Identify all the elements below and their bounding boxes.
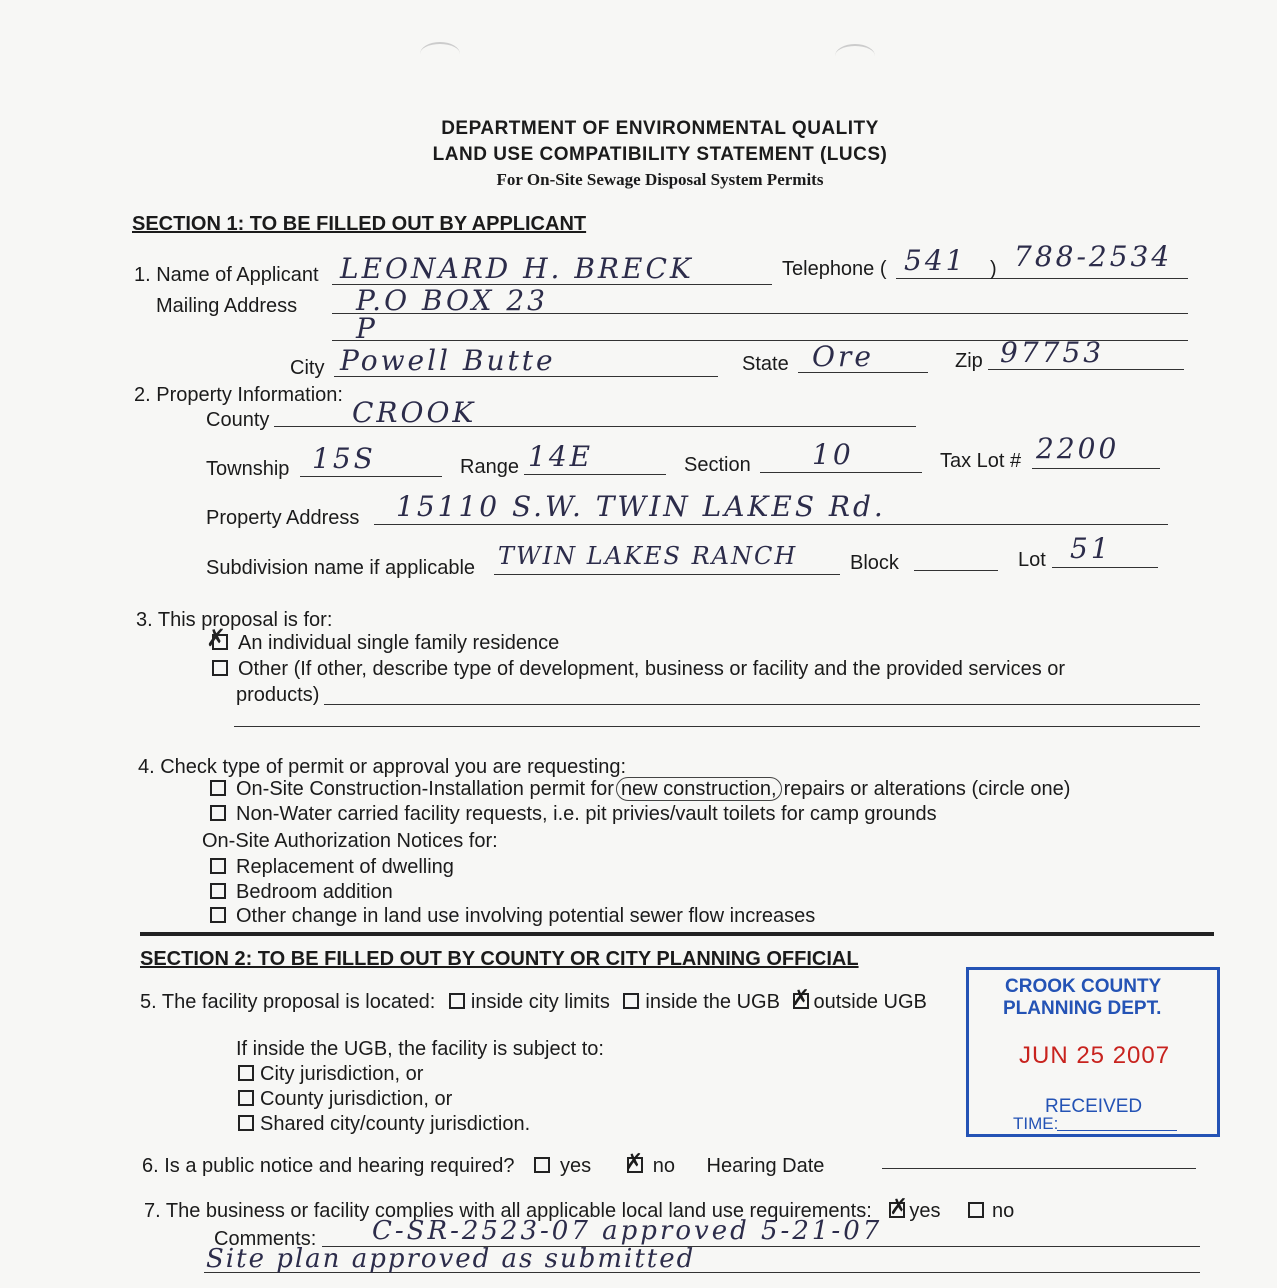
county-jurisdiction-checkbox[interactable] bbox=[238, 1090, 254, 1106]
telephone-close-paren: ) bbox=[990, 258, 997, 280]
inside-ugb-label: inside the UGB bbox=[645, 991, 780, 1013]
checkmark-icon: ✗ bbox=[624, 1149, 644, 1174]
city-jurisdiction-checkbox[interactable] bbox=[238, 1065, 254, 1081]
outside-ugb-label: outside UGB bbox=[813, 991, 927, 1013]
block-label: Block bbox=[850, 552, 899, 574]
range-line bbox=[524, 474, 666, 475]
mailing-address-field-2[interactable]: P bbox=[356, 312, 378, 345]
area-code-field[interactable]: 541 bbox=[904, 244, 967, 277]
zip-field[interactable]: 97753 bbox=[1000, 336, 1105, 369]
comments-field-1[interactable]: C-SR-2523-07 approved 5-21-07 bbox=[372, 1216, 883, 1246]
other-description-line2[interactable] bbox=[234, 726, 1200, 727]
new-construction-circled: new construction, bbox=[616, 777, 782, 801]
state-label: State bbox=[742, 353, 789, 375]
property-address-field[interactable]: 15110 S.W. TWIN LAKES Rd. bbox=[396, 490, 886, 523]
county-label: County bbox=[206, 409, 270, 431]
punch-hole-right bbox=[835, 44, 875, 68]
section-field[interactable]: 10 bbox=[812, 438, 854, 471]
bedroom-checkbox[interactable] bbox=[210, 883, 226, 899]
compliance-label: 7. The business or facility complies with all applicable local land use requirements: bbox=[144, 1200, 872, 1222]
other-change-label: Other change in land use involving potential sewer flow increases bbox=[236, 905, 816, 927]
punch-hole-left bbox=[420, 42, 460, 66]
hearing-date-line[interactable] bbox=[882, 1168, 1196, 1169]
township-field[interactable]: 15S bbox=[312, 442, 376, 475]
property-info-label: 2. Property Information: bbox=[134, 384, 343, 406]
lot-line bbox=[1052, 567, 1158, 568]
subdivision-field[interactable]: TWIN LAKES RANCH bbox=[498, 542, 798, 570]
outside-ugb-checkbox[interactable] bbox=[791, 985, 810, 1010]
lot-label: Lot bbox=[1018, 549, 1046, 571]
stamp-line2: PLANNING DEPT. bbox=[1003, 998, 1162, 1019]
subdivision-line bbox=[494, 574, 840, 575]
facility-location-row bbox=[140, 985, 927, 1014]
bedroom-label: Bedroom addition bbox=[236, 881, 393, 903]
tax-lot-field[interactable]: 2200 bbox=[1036, 432, 1120, 465]
property-address-line bbox=[374, 524, 1168, 525]
county-jurisdiction-label: County jurisdiction, or bbox=[260, 1088, 453, 1110]
form-header bbox=[380, 118, 940, 190]
notice-yes-checkbox[interactable] bbox=[534, 1157, 550, 1173]
nonwater-checkbox[interactable] bbox=[210, 805, 226, 821]
applicant-name-label: 1. Name of Applicant bbox=[134, 264, 319, 286]
construction-checkbox[interactable] bbox=[210, 780, 226, 796]
permit-option-construction[interactable] bbox=[210, 778, 1070, 801]
city-field[interactable]: Powell Butte bbox=[340, 344, 556, 377]
section1-title: SECTION 1: TO BE FILLED OUT BY APPLICANT bbox=[132, 213, 587, 235]
telephone-label: Telephone ( bbox=[782, 258, 887, 280]
notice-yes-label: yes bbox=[560, 1155, 592, 1177]
other-checkbox[interactable] bbox=[212, 660, 228, 676]
applicant-name-field[interactable]: LEONARD H. BRECK bbox=[340, 252, 694, 285]
range-field[interactable]: 14E bbox=[528, 440, 594, 473]
lot-field[interactable]: 51 bbox=[1070, 532, 1112, 565]
residence-option-label: An individual single family residence bbox=[238, 632, 560, 654]
township-line bbox=[300, 476, 442, 477]
city-jurisdiction-label: City jurisdiction, or bbox=[260, 1063, 424, 1085]
mailing-address-label: Mailing Address bbox=[156, 295, 298, 317]
checkmark-icon: ✗ bbox=[889, 1194, 908, 1219]
replacement-label: Replacement of dwelling bbox=[236, 856, 454, 878]
header-line1: DEPARTMENT OF ENVIRONMENTAL QUALITY bbox=[441, 118, 879, 139]
header-line2: LAND USE COMPATIBILITY STATEMENT (LUCS) bbox=[432, 144, 888, 165]
other-change-checkbox[interactable] bbox=[210, 907, 226, 923]
nonwater-label: Non-Water carried facility requests, i.e. pit privies/vault toilets for camp grounds bbox=[236, 803, 937, 825]
inside-city-checkbox[interactable] bbox=[449, 993, 465, 1009]
residence-checkbox[interactable] bbox=[206, 625, 228, 652]
ugb-subject-label: If inside the UGB, the facility is subject to: bbox=[236, 1038, 604, 1060]
phone-number-field[interactable]: 788-2534 bbox=[1014, 240, 1173, 273]
stamp-time-line bbox=[1057, 1130, 1177, 1131]
header-line3: For On-Site Sewage Disposal System Permits bbox=[496, 170, 824, 189]
permit-option-nonwater[interactable] bbox=[210, 803, 937, 826]
stamp-received: RECEIVED bbox=[1045, 1096, 1143, 1117]
received-stamp bbox=[966, 967, 1220, 1137]
comments-field-2[interactable]: Site plan approved as submitted bbox=[206, 1244, 696, 1274]
section-divider bbox=[140, 932, 1214, 936]
hearing-date-label: Hearing Date bbox=[706, 1155, 825, 1177]
state-field[interactable]: Ore bbox=[812, 340, 874, 373]
facility-location-label: 5. The facility proposal is located: bbox=[140, 991, 436, 1013]
replacement-checkbox[interactable] bbox=[210, 858, 226, 874]
zip-line bbox=[988, 369, 1184, 370]
shared-jurisdiction-label: Shared city/county jurisdiction. bbox=[260, 1113, 531, 1135]
comments-label: Comments: bbox=[214, 1228, 317, 1250]
compliance-yes-label: yes bbox=[909, 1200, 941, 1222]
section-label: Section bbox=[684, 454, 751, 476]
subdivision-label: Subdivision name if applicable bbox=[206, 557, 476, 579]
compliance-no-checkbox[interactable] bbox=[968, 1202, 984, 1218]
property-address-label: Property Address bbox=[206, 507, 360, 529]
stamp-time-label: TIME: bbox=[1013, 1114, 1059, 1133]
telephone-line bbox=[896, 278, 1188, 279]
tax-lot-line bbox=[1032, 468, 1160, 469]
other-description-line[interactable] bbox=[324, 704, 1200, 705]
checkmark-icon: ✗ bbox=[206, 625, 227, 652]
ugb-option-shared[interactable] bbox=[238, 1113, 530, 1136]
ugb-option-city[interactable] bbox=[238, 1063, 423, 1086]
proposal-label: 3. This proposal is for: bbox=[136, 609, 333, 631]
public-notice-row bbox=[142, 1149, 825, 1178]
inside-city-label: inside city limits bbox=[470, 991, 610, 1013]
permit-option-replacement[interactable] bbox=[210, 856, 454, 879]
permit-type-label: 4. Check type of permit or approval you are requesting: bbox=[138, 756, 627, 778]
ugb-option-county[interactable] bbox=[238, 1088, 452, 1111]
section2-title: SECTION 2: TO BE FILLED OUT BY COUNTY OR CITY PLANNING OFFICIAL bbox=[140, 948, 859, 970]
compliance-no-label: no bbox=[992, 1200, 1015, 1222]
inside-ugb-checkbox[interactable] bbox=[623, 993, 639, 1009]
permit-option-bedroom[interactable] bbox=[210, 881, 393, 904]
township-label: Township bbox=[206, 458, 290, 480]
notice-no-label: no bbox=[652, 1155, 675, 1177]
county-field[interactable]: CROOK bbox=[352, 396, 477, 429]
mailing-address-field[interactable]: P.O BOX 23 bbox=[356, 284, 548, 317]
section-line bbox=[760, 472, 922, 473]
public-notice-label: 6. Is a public notice and hearing required? bbox=[142, 1155, 515, 1177]
notices-label: On-Site Authorization Notices for: bbox=[202, 830, 498, 852]
compliance-yes-checkbox[interactable] bbox=[889, 1194, 908, 1219]
stamp-date: JUN 25 2007 bbox=[1019, 1042, 1171, 1069]
proposal-option-other[interactable] bbox=[212, 658, 1065, 681]
zip-label: Zip bbox=[955, 350, 983, 372]
checkmark-icon: ✗ bbox=[791, 985, 810, 1010]
permit-option-other-change[interactable] bbox=[210, 905, 815, 928]
other-products-label: products) bbox=[236, 684, 320, 706]
construction-suffix: repairs or alterations (circle one) bbox=[783, 778, 1071, 800]
notice-no-checkbox[interactable] bbox=[624, 1149, 644, 1174]
shared-jurisdiction-checkbox[interactable] bbox=[238, 1115, 254, 1131]
stamp-line1: CROOK COUNTY bbox=[1005, 976, 1162, 997]
proposal-option-residence[interactable] bbox=[206, 625, 560, 655]
other-option-label: Other (If other, describe type of development, business or facility and the provided services or bbox=[238, 658, 1066, 680]
construction-prefix: On-Site Construction-Installation permit for bbox=[236, 778, 614, 800]
range-label: Range bbox=[460, 456, 519, 478]
block-line bbox=[914, 570, 998, 571]
tax-lot-label: Tax Lot # bbox=[940, 450, 1022, 472]
city-label: City bbox=[290, 357, 325, 379]
